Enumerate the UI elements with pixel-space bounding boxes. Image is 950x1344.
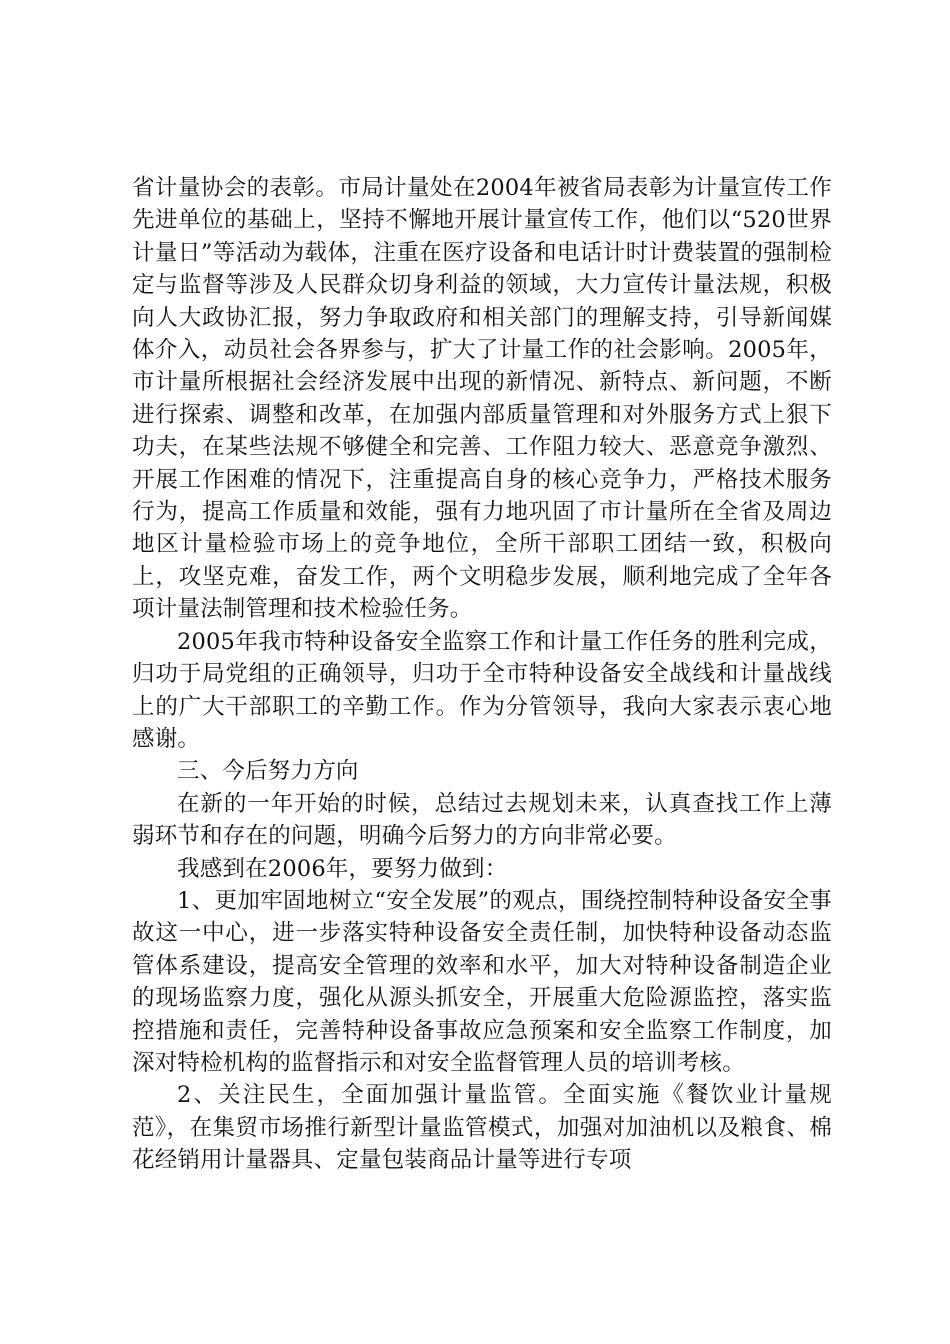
paragraph-3: 在新的一年开始的时候，总结过去规划未来，认真查找工作上薄弱环节和存在的问题，明确今后努力的方向非常必要。	[132, 790, 832, 850]
paragraph-1: 省计量协会的表彰。市局计量处在2004年被省局表彰为计量宣传工作先进单位的基础上，坚持不懈地开展计量宣传工作，他们以“520世界计量日”等活动为载体，注重在医疗设备和电话计时计费装置的强制检定与监督等涉及人民群众切身利益的领域，大力宣传计量法规，积极向人大政协汇报，努力争取政府和相关部门的理解支持，引导新闻媒体介入，动员社会各界参与，扩大了计量工作的社会影响。2005年，市计量所根据社会经济发展中出现的新情况、新特点、新问题，不断进行探索、调整和改革，在加强内部质量管理和对外服务方式上狠下功夫，在某些法规不够健全和完善、工作阻力较大、恶意竞争激烈、开展工作困难的情况下，注重提高自身的核心竞争力，严格技术服务行为，提高工作质量和效能，强有力地巩固了市计量所在全省及周边地区计量检验市场上的竞争地位，全所干部职工团结一致，积极向上，攻坚克难，奋发工作，两个文明稳步发展，顺利地完成了全年各项计量法制管理和技术检验任务。	[132, 175, 832, 623]
list-item-1: 1、更加牢固地树立“安全发展”的观点，围绕控制特种设备安全事故这一中心，进一步落实特种设备安全责任制，加快特种设备动态监管体系建设，提高安全管理的效率和水平，加大对特种设备制造企业的现场监察力度，强化从源头抓安全，开展重大危险源监控，落实监控措施和责任，完善特种设备事故应急预案和安全监察工作制度，加深对特检机构的监督指示和对安全监督管理人员的培训考核。	[132, 887, 832, 1076]
paragraph-2: 2005年我市特种设备安全监察工作和计量工作任务的胜利完成，归功于局党组的正确领导，归功于全市特种设备安全战线和计量战线上的广大干部职工的辛勤工作。作为分管领导，我向大家表示衷心地感谢。	[132, 628, 832, 752]
section-heading: 三、今后努力方向	[177, 758, 359, 785]
paragraph-4: 我感到在2006年，要努力做到：	[177, 855, 508, 882]
document-page	[132, 172, 832, 1177]
list-item-2: 2、关注民生，全面加强计量监管。全面实施《餐饮业计量规范》，在集贸市场推行新型计量监管模式，加强对加油机以及粮食、棉花经销用计量器具、定量包装商品计量等进行专项	[132, 1082, 832, 1174]
